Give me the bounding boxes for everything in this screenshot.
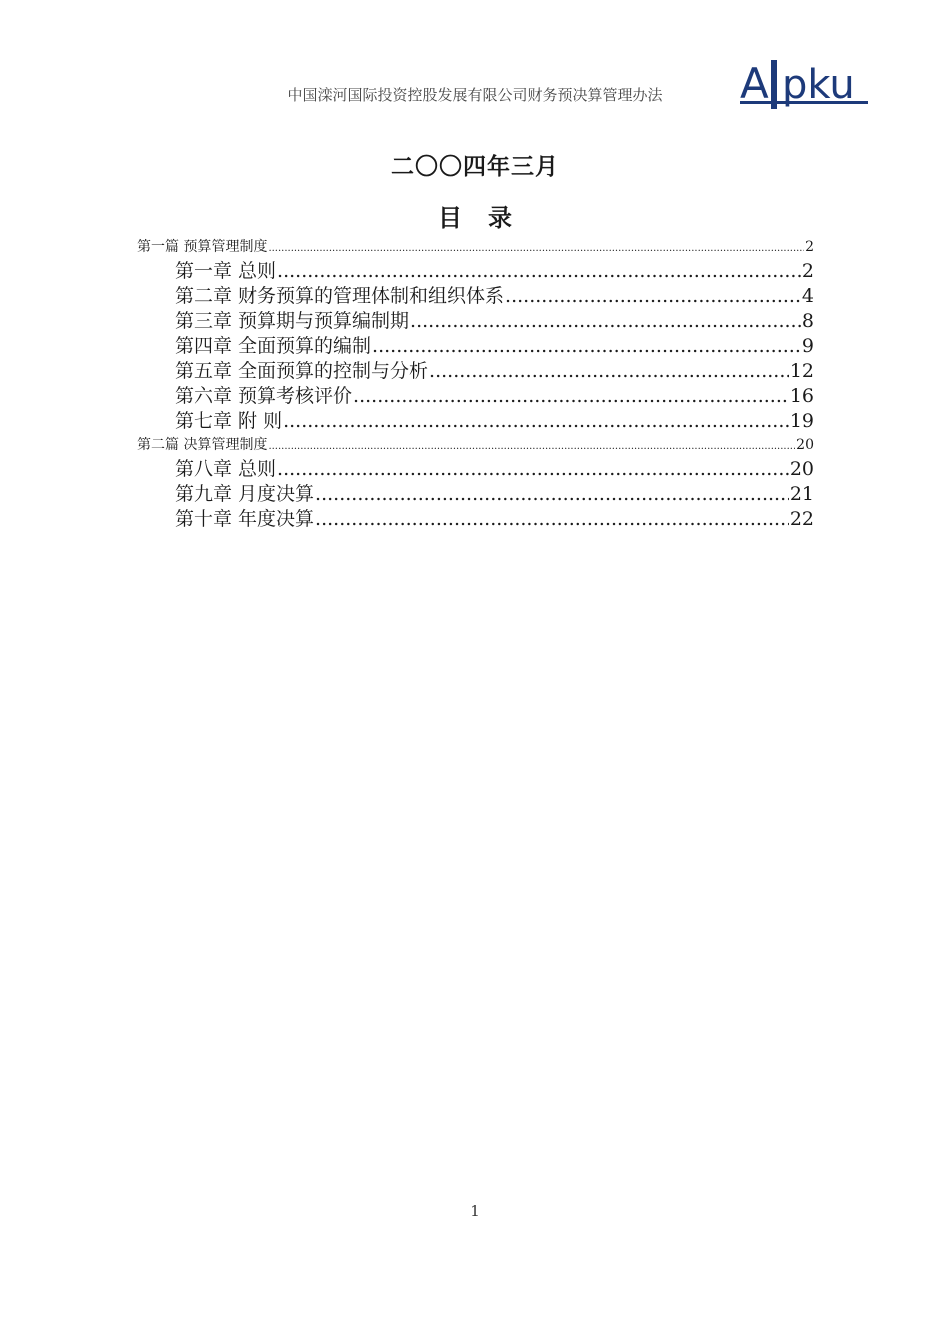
toc-chapter-label: 第三章 预算期与预算编制期 (175, 310, 410, 332)
toc-page-number: 8 (801, 310, 814, 332)
toc-chapter-label: 第七章 附 则 (175, 410, 283, 432)
toc-page-number: 16 (789, 385, 814, 407)
toc-page-number: 2 (805, 239, 814, 255)
toc-chapter-label: 第二章 财务预算的管理体制和组织体系 (175, 285, 505, 307)
toc-chapter-4[interactable] (137, 334, 814, 359)
toc-leader-dots (505, 284, 801, 309)
page-header-title: 中国滦河国际投资控股发展有限公司财务预决算管理办法 (287, 86, 663, 104)
toc-chapter-6[interactable] (137, 384, 814, 409)
toc-leader-dots (372, 334, 801, 359)
toc-chapter-label: 第八章 总则 (175, 458, 277, 480)
toc-page-number: 22 (789, 508, 814, 530)
document-date: 二〇〇四年三月 (391, 154, 559, 180)
toc-page-number: 20 (796, 437, 814, 453)
toc-chapter-10[interactable] (137, 507, 814, 532)
toc-chapter-1[interactable] (137, 259, 814, 284)
page-number: 1 (470, 1202, 480, 1220)
toc-chapter-3[interactable] (137, 309, 814, 334)
toc-leader-dots (277, 259, 801, 284)
toc-chapter-label: 第四章 全面预算的编制 (175, 335, 372, 357)
toc-part-label: 第二篇 决算管理制度 (137, 437, 268, 453)
toc-leader-dots (283, 409, 789, 434)
toc-leader-dots (429, 359, 789, 384)
toc-chapter-label: 第六章 预算考核评价 (175, 385, 353, 407)
toc-chapter-label: 第五章 全面预算的控制与分析 (175, 360, 429, 382)
toc-page-number: 9 (801, 335, 814, 357)
toc-leader-dots (315, 507, 789, 532)
toc-leader-dots (268, 434, 795, 458)
toc-chapter-label: 第一章 总则 (175, 260, 277, 282)
toc-leader-dots (268, 236, 804, 260)
toc-part-2[interactable] (137, 434, 814, 457)
toc-part-1[interactable] (137, 236, 814, 259)
toc-page-number: 20 (789, 458, 814, 480)
toc-page-number: 12 (789, 360, 814, 382)
toc-chapter-9[interactable] (137, 482, 814, 507)
toc-leader-dots (315, 482, 789, 507)
toc-chapter-8[interactable] (137, 457, 814, 482)
toc-leader-dots (277, 457, 789, 482)
logo-bar-vertical (771, 60, 777, 109)
toc-leader-dots (410, 309, 801, 334)
toc-chapter-label: 第九章 月度决算 (175, 483, 315, 505)
toc-chapter-5[interactable] (137, 359, 814, 384)
logo-letters-pku: pku (782, 62, 855, 108)
toc-chapter-label: 第十章 年度决算 (175, 508, 315, 530)
toc-page-number: 19 (789, 410, 814, 432)
toc-leader-dots (353, 384, 789, 409)
toc-page-number: 4 (801, 285, 814, 307)
logo-letter-a: A (740, 59, 769, 108)
alpku-logo (740, 54, 870, 112)
toc-heading: 目录 (438, 204, 538, 232)
toc-chapter-7[interactable] (137, 409, 814, 434)
toc-page-number: 21 (789, 483, 814, 505)
toc-page-number: 2 (801, 260, 814, 282)
toc-chapter-2[interactable] (137, 284, 814, 309)
table-of-contents (137, 236, 814, 532)
toc-part-label: 第一篇 预算管理制度 (137, 239, 268, 255)
